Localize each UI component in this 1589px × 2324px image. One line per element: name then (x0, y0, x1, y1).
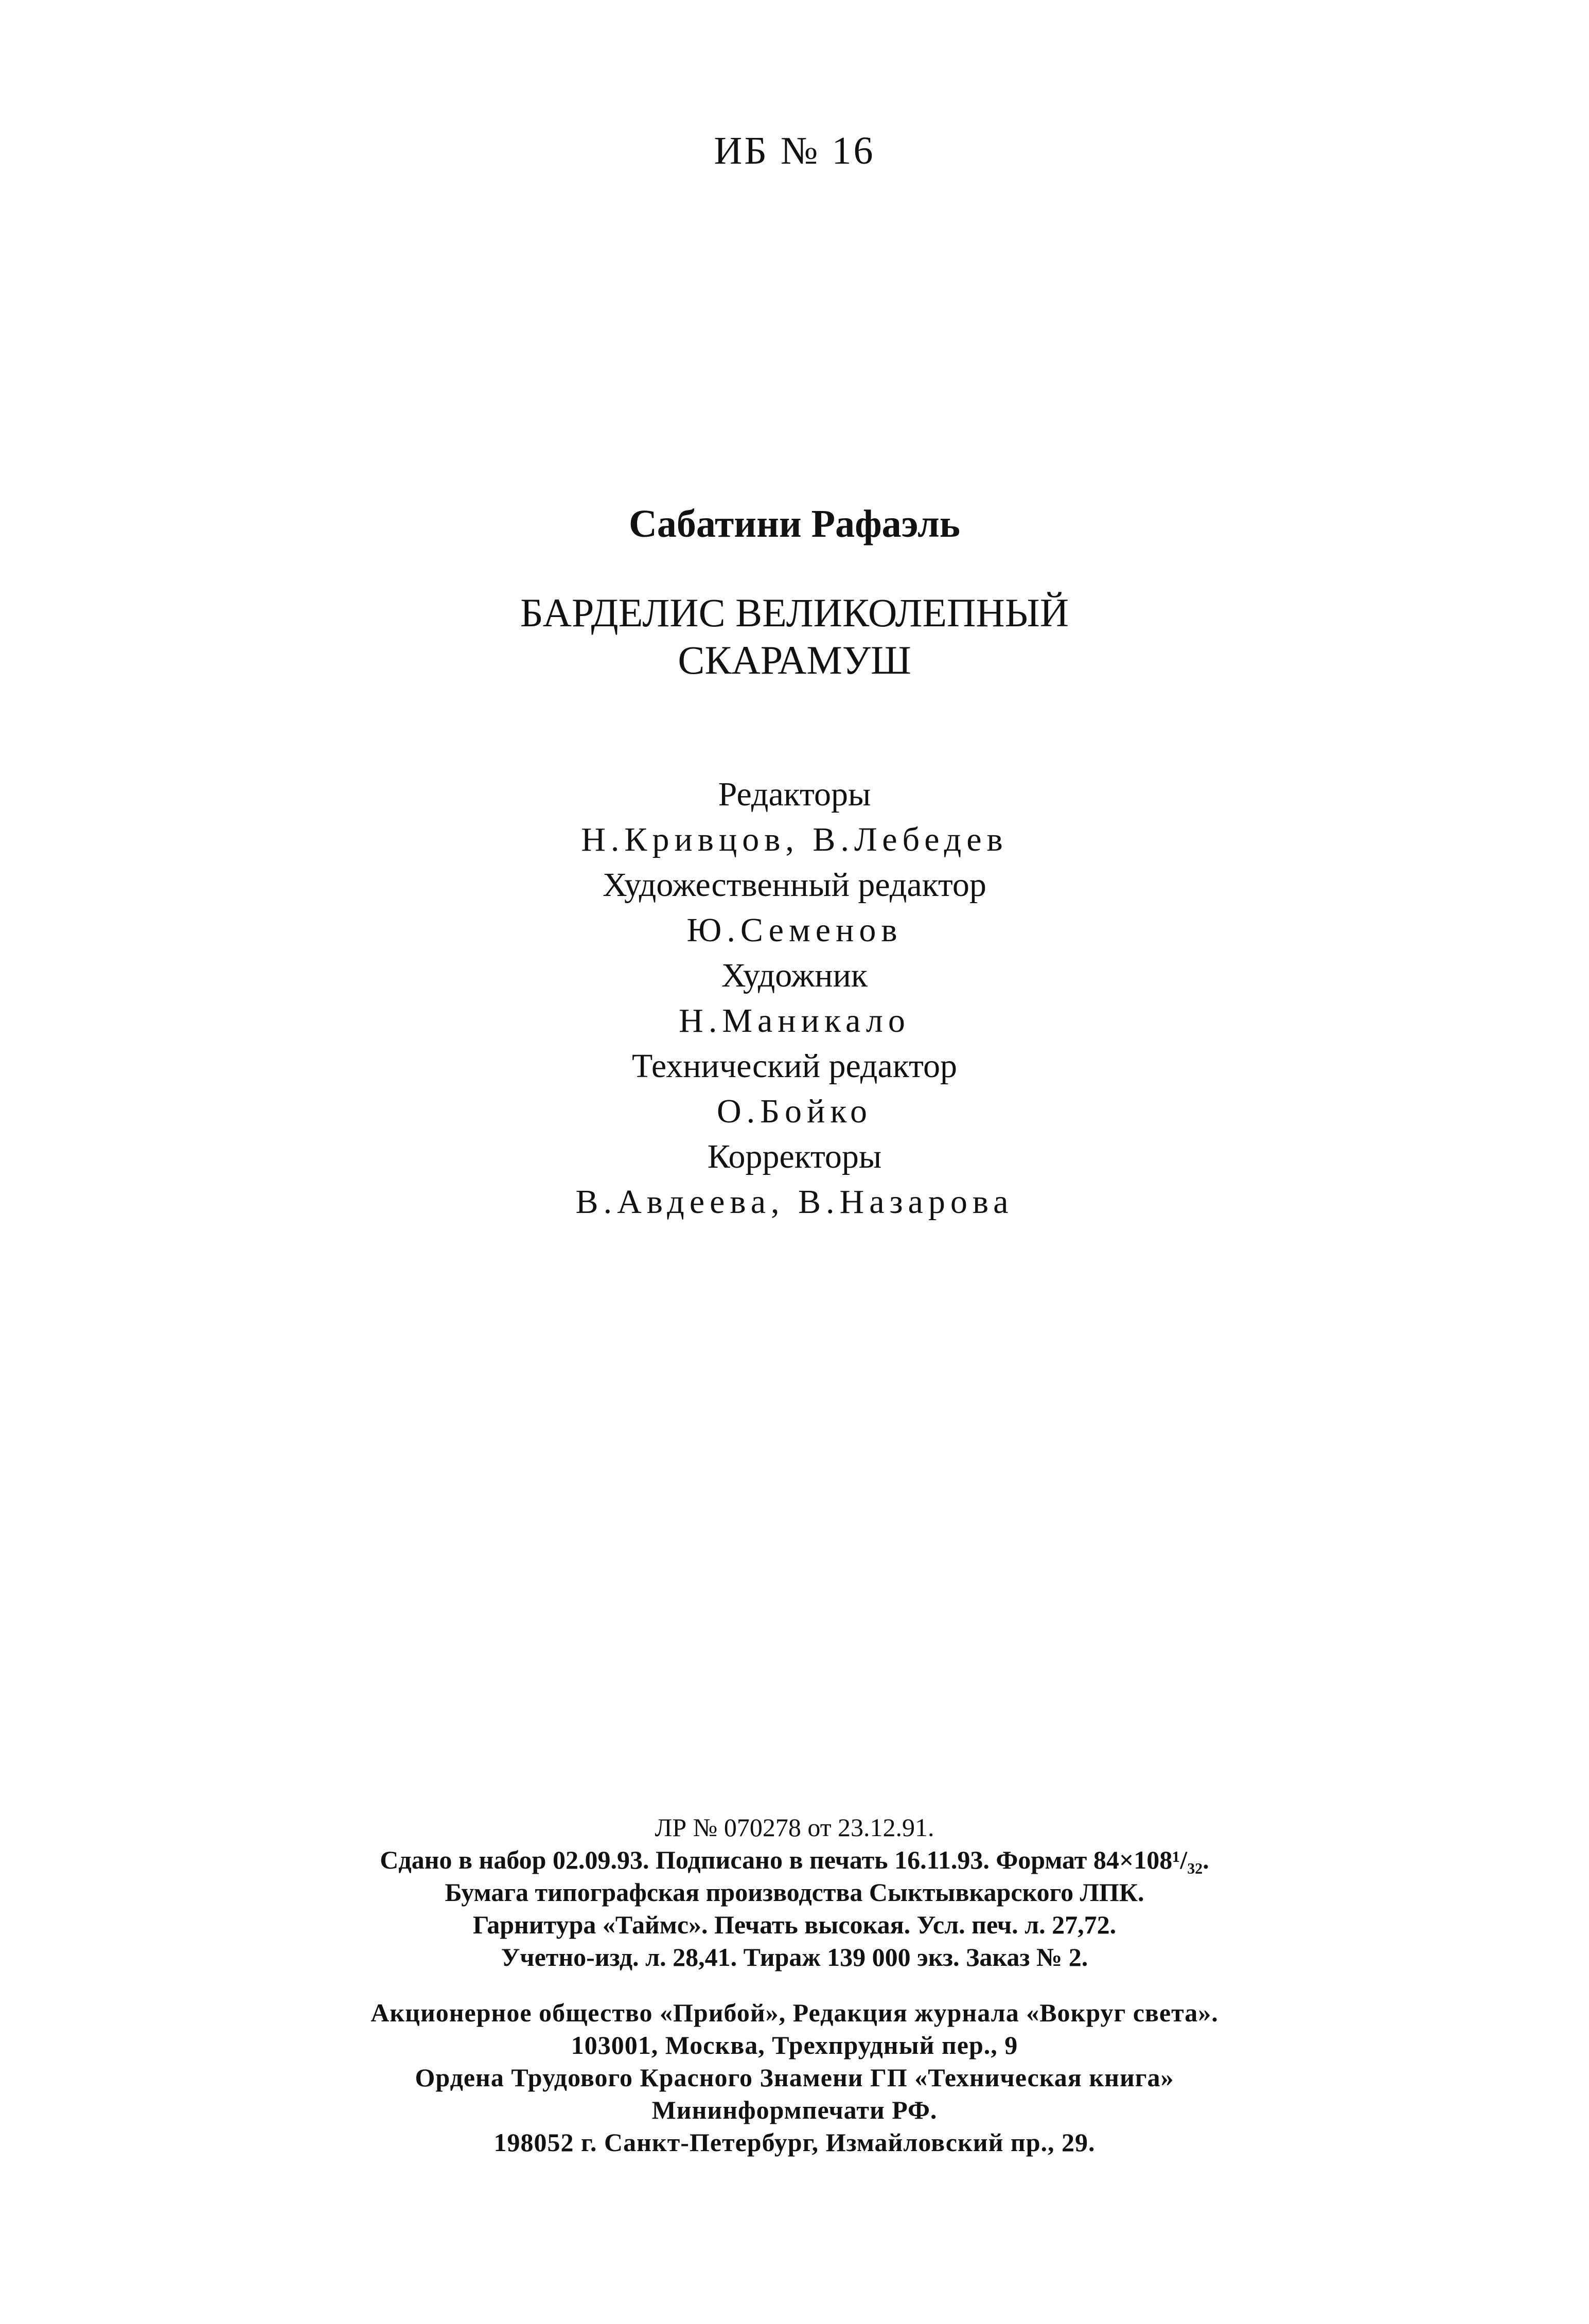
imprint-line: Гарнитура «Таймс». Печать высокая. Усл. печ. л. 27,72. (472, 1910, 1117, 1939)
imprint-line: Сдано в набор 02.09.93. Подписано в печать 16.11.93. Формат 84×108¹/₃₂. (380, 1845, 1209, 1874)
imprint-line: Бумага типографская производства Сыктывкарского ЛПК. (445, 1878, 1144, 1907)
author-name-text: Сабатини Рафаэль (629, 502, 960, 545)
publisher-line: 103001, Москва, Трехпрудный пер., 9 (571, 2031, 1018, 2059)
credit-name: Н.Кривцов, В.Лебедев (581, 821, 1008, 858)
publisher-line: 198052 г. Санкт-Петербург, Измайловский пр., 29. (493, 2128, 1096, 2157)
credit-name: Н.Маникало (679, 1002, 910, 1040)
book-titles (0, 589, 1589, 684)
credit-name: В.Авдеева, В.Назарова (575, 1183, 1014, 1221)
publisher-line: Мининформпечати РФ. (651, 2096, 938, 2124)
publisher-info (0, 1997, 1589, 2159)
credit-role: Редакторы (718, 776, 871, 813)
ib-number (0, 129, 1589, 173)
credit-role: Художественный редактор (603, 866, 986, 904)
print-imprint (0, 1811, 1589, 1974)
credit-role: Художник (721, 957, 868, 994)
publisher-line: Акционерное общество «Прибой», Редакция журнала «Вокруг света». (370, 1998, 1219, 2027)
imprint-line: Учетно-изд. л. 28,41. Тираж 139 000 экз. Заказ № 2. (501, 1943, 1088, 1971)
credit-name: О.Бойко (716, 1093, 873, 1130)
credit-name: Ю.Семенов (686, 911, 903, 949)
ib-number-text: ИБ № 16 (714, 129, 875, 172)
credits-list (0, 772, 1589, 1225)
book-title-line: БАРДЕЛИС ВЕЛИКОЛЕПНЫЙ (520, 590, 1069, 635)
credit-role: Технический редактор (632, 1047, 957, 1085)
publisher-line: Ордена Трудового Красного Знамени ГП «Техническая книга» (415, 2063, 1174, 2092)
book-title-line: СКАРАМУШ (678, 638, 911, 682)
imprint-line: ЛР № 070278 от 23.12.91. (655, 1813, 934, 1842)
credit-role: Корректоры (707, 1138, 882, 1175)
author-name (0, 502, 1589, 547)
